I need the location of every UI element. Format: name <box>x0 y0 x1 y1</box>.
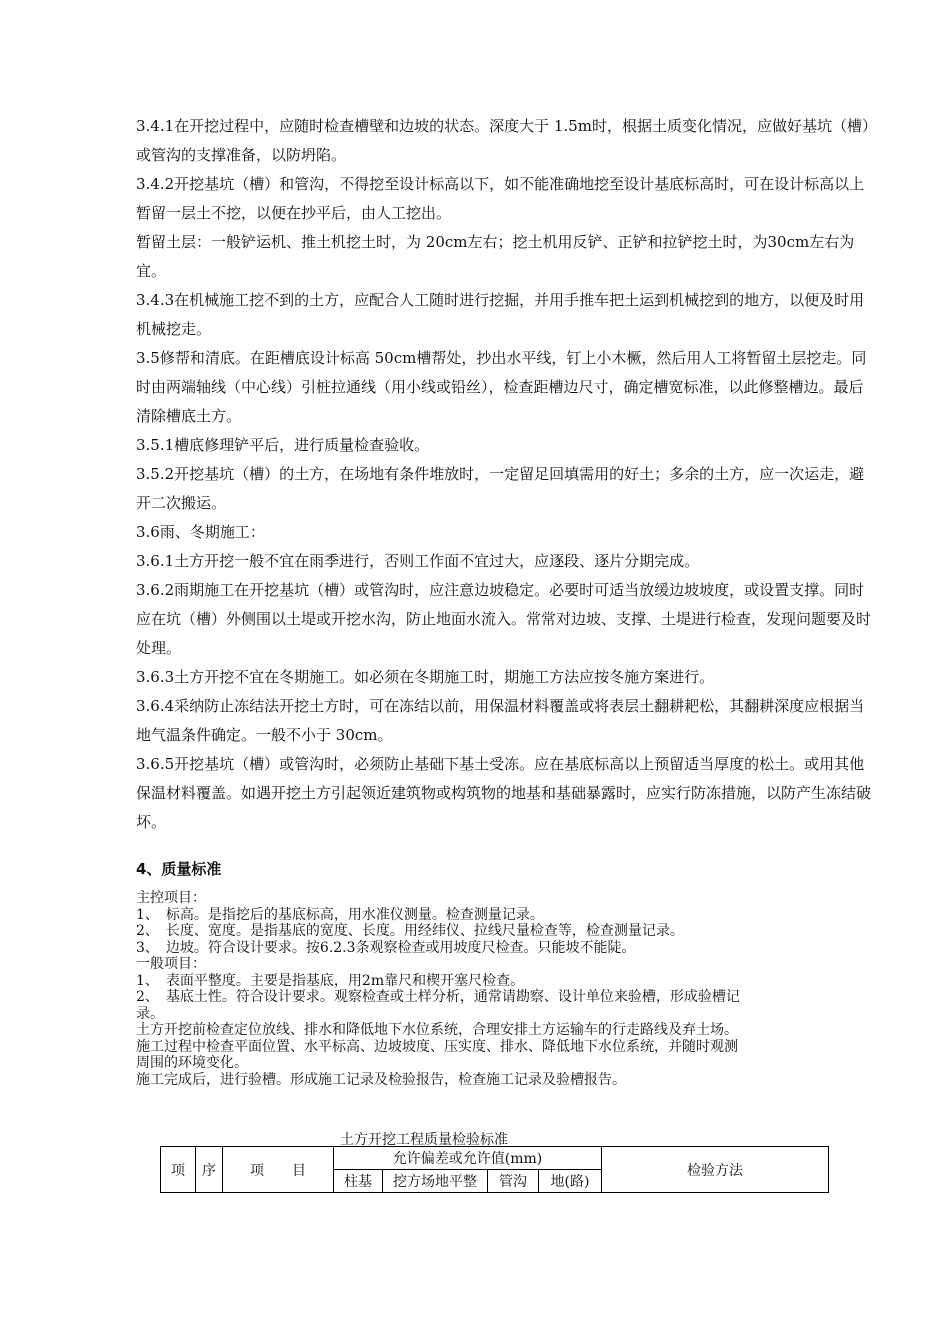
header-zhuji: 柱基 <box>334 1170 383 1193</box>
paragraph: 3.4.2开挖基坑（槽）和管沟，不得挖至设计标高以下，如不能准确地挖至设计基底标高时，可在设计标高以上暂留一层土不挖，以便在抄平后，由人工挖出。 <box>136 175 865 222</box>
text-line: 一般项目： <box>136 956 206 972</box>
paragraph: 3.6雨、冬期施工： <box>136 523 265 541</box>
paragraph: 3.6.1土方开挖一般不宜在雨季进行，否则工作面不宜过大，应逐段、逐片分期完成。 <box>136 552 700 570</box>
header-allowance: 允许偏差或允许值(mm) <box>334 1147 602 1170</box>
text-line: 主控项目： <box>136 890 206 906</box>
paragraph: 3.5.1槽底修理铲平后，进行质量检查验收。 <box>136 436 430 454</box>
text-line: 1、 标高。是指挖后的基底标高，用水准仪测量。检查测量记录。 <box>136 906 544 923</box>
paragraph: 3.5.2开挖基坑（槽）的土方，在场地有条件堆放时，一定留足回填需用的好土；多余的土方，应一次运走，避开二次搬运。 <box>136 465 865 512</box>
table-title: 土方开挖工程质量检验标准 <box>340 1132 508 1148</box>
header-dilu: 地(路) <box>539 1170 602 1193</box>
text-line: 录。 <box>136 1005 164 1022</box>
text-line: 1、 表面平整度。主要是指基底，用2m靠尺和楔开塞尺检查。 <box>136 972 525 989</box>
text-line: 周围的环境变化。 <box>136 1055 248 1071</box>
text-line: 施工过程中检查平面位置、水平标高、边坡坡度、压实度、排水、降低地下水位系统，并随时观测 <box>136 1038 738 1055</box>
paragraph: 暂留土层：一般铲运机、推土机挖土时，为 20cm左右；挖土机用反铲、正铲和拉铲挖土时，为30cm左右为宜。 <box>136 233 855 280</box>
table-header-row <box>161 1147 829 1170</box>
header-wafang: 挖方场地平整 <box>383 1170 488 1193</box>
paragraph: 3.5修帮和清底。在距槽底设计标高 50cm槽帮处，抄出水平线，钉上小木橛，然后用人工将暂留土层挖走。同时由两端轴线（中心线）引桩拉通线（用小线或铅丝），检查距槽边尺寸，确定槽宽标准，以此修整槽边。最后清除槽底土方。 <box>136 349 867 425</box>
text-line: 3、 边坡。符合设计要求。按6.2.3条观察检查或用坡度尺检查。只能坡不能陡。 <box>136 939 636 956</box>
paragraph: 3.6.2雨期施工在开挖基坑（槽）或管沟时，应注意边坡稳定。必要时可适当放缓边坡坡度，或设置支撑。同时应在坑（槽）外侧围以土堤或开挖水沟，防止地面水流入。常常对边坡、支撑、土堤进行检查，发现问题要及时处理。 <box>136 581 872 657</box>
paragraph: 3.6.5开挖基坑（槽）或管沟时，必须防止基础下基土受冻。应在基底标高以上预留适当厚度的松土。或用其他保温材料覆盖。如遇开挖土方引起领近建筑物或构筑物的地基和基础暴露时，应实行防冻措施，以防产生冻结破坏。 <box>136 755 872 831</box>
quality-standard-body <box>136 890 861 1088</box>
text-line: 土方开挖前检查定位放线、排水和降低地下水位系统，合理安排土方运输车的行走路线及弃土场。 <box>136 1022 738 1038</box>
header-method: 检验方法 <box>602 1147 829 1193</box>
text-line: 2、 基底土性。符合设计要求。观察检查或土样分析，通常请勘察、设计单位来验槽，形成验槽记 <box>136 989 740 1005</box>
text-line: 施工完成后，进行验槽。形成施工记录及检验报告，检查施工记录及验槽报告。 <box>136 1071 626 1088</box>
section-heading: 4、质量标准 <box>136 860 222 878</box>
header-xu: 序 <box>196 1147 223 1193</box>
quality-inspection-table <box>160 1146 829 1193</box>
header-xiang: 项 <box>161 1147 196 1193</box>
paragraph: 3.6.4采纳防止冻结法开挖土方时，可在冻结以前，用保温材料覆盖或将表层土翻耕耙松，其翻耕深度应根据当地气温条件确定。一般不小于 30cm。 <box>136 697 865 744</box>
header-guangou: 管沟 <box>488 1170 539 1193</box>
header-item: 项 目 <box>223 1147 334 1193</box>
paragraph: 3.6.3土方开挖不宜在冬期施工。如必须在冬期施工时，期施工方法应按冬施方案进行。 <box>136 668 715 686</box>
paragraph: 3.4.1在开挖过程中，应随时检查槽壁和边坡的状态。深度大于 1.5m时，根据土质变化情况，应做好基坑（槽）或管沟的支撑准备，以防坍陷。 <box>136 117 870 164</box>
text-line: 2、 长度、宽度。是指基底的宽度、长度。用经纬仪、拉线尺量检查等，检查测量记录。 <box>136 923 684 939</box>
paragraph: 3.4.3在机械施工挖不到的土方，应配合人工随时进行挖掘，并用手推车把土运到机械挖到的地方，以便及时用机械挖走。 <box>136 291 865 338</box>
construction-paragraphs <box>136 112 871 837</box>
